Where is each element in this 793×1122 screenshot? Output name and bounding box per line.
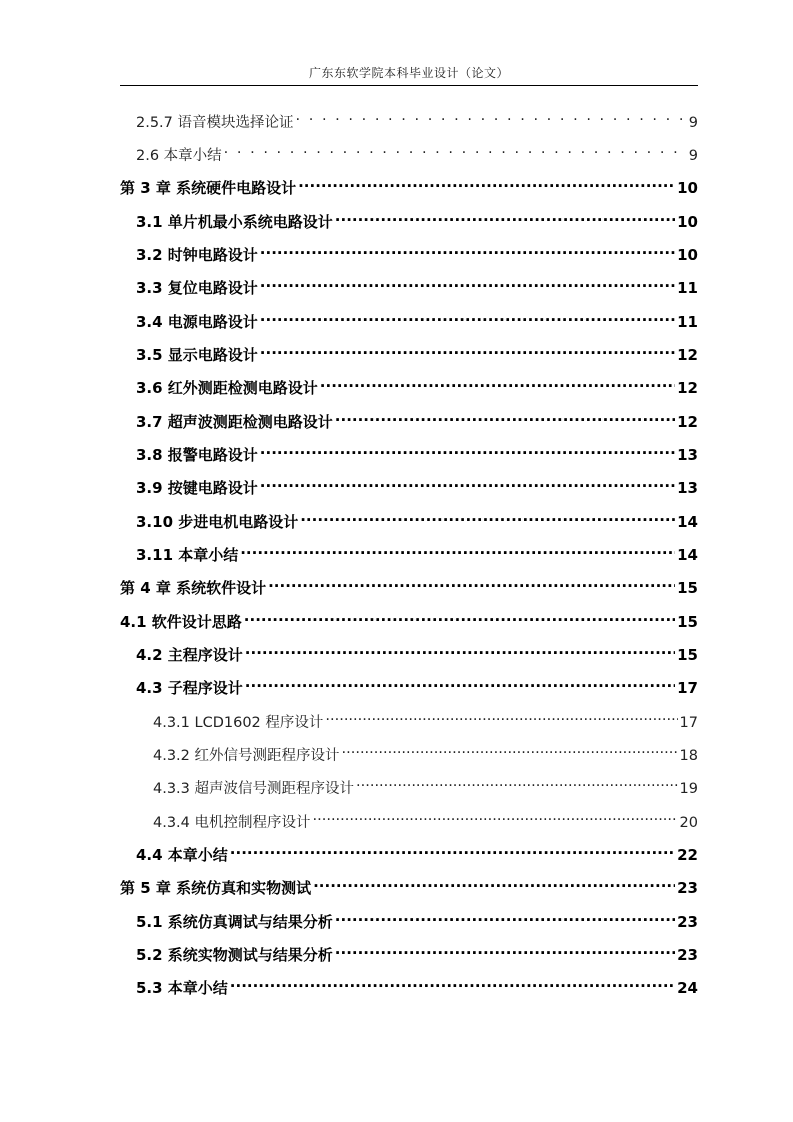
toc-entry-page: 9 xyxy=(688,115,698,131)
toc-entry[interactable] xyxy=(136,238,698,264)
toc-entry-page: 14 xyxy=(677,513,698,531)
toc-entry-label: 5.3 本章小结 xyxy=(136,979,228,997)
toc-entry-page: 15 xyxy=(677,646,698,664)
toc-entry-label: 4.3.1 LCD1602 程序设计 xyxy=(153,715,324,731)
toc-entry-page: 24 xyxy=(677,979,698,997)
toc-entry[interactable] xyxy=(136,371,698,397)
toc-entry[interactable] xyxy=(136,671,698,697)
toc-entry-page: 15 xyxy=(677,613,698,631)
toc-entry-label: 3.3 复位电路设计 xyxy=(136,279,258,297)
toc-leader-dots xyxy=(335,938,675,960)
toc-leader-dots xyxy=(268,571,675,593)
toc-entry-label: 3.4 电源电路设计 xyxy=(136,313,258,331)
toc-entry-page: 23 xyxy=(677,946,698,964)
toc-leader-dots xyxy=(244,605,675,627)
toc-entry-page: 14 xyxy=(677,546,698,564)
toc-leader-dots xyxy=(335,905,675,927)
toc-entry[interactable] xyxy=(136,105,698,131)
toc-entry-label: 3.10 步进电机电路设计 xyxy=(136,513,299,531)
toc-entry-page: 9 xyxy=(688,148,698,164)
toc-entry-page: 12 xyxy=(677,379,698,397)
toc-leader-dots xyxy=(356,771,678,793)
toc-entry-page: 12 xyxy=(677,346,698,364)
toc-entry-page: 11 xyxy=(677,313,698,331)
toc-entry-label: 3.2 时钟电路设计 xyxy=(136,246,258,264)
toc-entry-page: 13 xyxy=(677,446,698,464)
toc-leader-dots xyxy=(298,171,675,193)
toc-subentry[interactable] xyxy=(153,738,698,764)
toc-entry[interactable] xyxy=(136,505,698,531)
toc-subentry[interactable] xyxy=(153,805,698,831)
toc-entry[interactable] xyxy=(136,405,698,431)
toc-entry-page: 13 xyxy=(677,479,698,497)
toc-entry-label: 2.5.7 语音模块选择论证 xyxy=(136,115,294,131)
toc-entry-page: 17 xyxy=(677,679,698,697)
toc-entry[interactable] xyxy=(136,938,698,964)
toc-entry-label: 4.3.4 电机控制程序设计 xyxy=(153,815,311,831)
toc-entry-page: 20 xyxy=(679,815,698,831)
toc-leader-dots xyxy=(260,271,675,293)
toc-entry-page: 10 xyxy=(677,246,698,264)
toc-leader-dots xyxy=(342,738,678,760)
toc-entry-label: 4.3 子程序设计 xyxy=(136,679,243,697)
toc-leader-dots xyxy=(230,838,675,860)
toc-leader-dots xyxy=(260,338,675,360)
toc-leader-dots xyxy=(245,671,675,693)
toc-entry-page: 10 xyxy=(677,179,698,197)
toc-entry-label: 3.8 报警电路设计 xyxy=(136,446,258,464)
toc-entry-label: 3.6 红外测距检测电路设计 xyxy=(136,379,318,397)
toc-leader-dots xyxy=(245,638,675,660)
toc-leader-dots xyxy=(325,705,677,727)
toc-entry[interactable] xyxy=(136,305,698,331)
toc-entry[interactable] xyxy=(136,205,698,231)
toc-entry-label: 3.11 本章小结 xyxy=(136,546,239,564)
toc-entry-label: 第 3 章 系统硬件电路设计 xyxy=(120,179,297,197)
toc-entry[interactable] xyxy=(136,271,698,297)
toc-chapter-entry[interactable] xyxy=(120,871,698,897)
toc-entry[interactable] xyxy=(136,971,698,997)
toc-entry-page: 12 xyxy=(677,413,698,431)
toc-leader-dots xyxy=(320,371,675,393)
toc-entry-page: 22 xyxy=(677,846,698,864)
toc-leader-dots xyxy=(260,238,675,260)
toc-leader-dots xyxy=(230,971,675,993)
toc-leader-dots xyxy=(335,205,675,227)
toc-leader-dots xyxy=(240,538,675,560)
toc-leader-dots xyxy=(313,805,678,827)
toc-entry[interactable] xyxy=(120,605,698,631)
toc-entry-label: 2.6 本章小结 xyxy=(136,148,222,164)
toc-leader-dots xyxy=(300,505,675,527)
toc-entry-label: 5.1 系统仿真调试与结果分析 xyxy=(136,913,333,931)
toc-entry[interactable] xyxy=(136,471,698,497)
toc-entry-label: 第 5 章 系统仿真和实物测试 xyxy=(120,879,312,897)
toc-subentry[interactable] xyxy=(153,705,698,731)
toc-entry-label: 3.1 单片机最小系统电路设计 xyxy=(136,213,333,231)
toc-entry-page: 17 xyxy=(679,715,698,731)
toc-entry-label: 4.3.2 红外信号测距程序设计 xyxy=(153,748,340,764)
toc-leader-dots xyxy=(335,405,675,427)
toc-leader-dots xyxy=(260,305,675,327)
toc-entry-label: 4.1 软件设计思路 xyxy=(120,613,242,631)
toc-leader-dots xyxy=(224,138,687,160)
toc-entry-label: 4.4 本章小结 xyxy=(136,846,228,864)
toc-entry[interactable] xyxy=(136,138,698,164)
toc-entry-label: 第 4 章 系统软件设计 xyxy=(120,579,267,597)
toc-entry-page: 23 xyxy=(677,913,698,931)
toc-entry-page: 19 xyxy=(679,781,698,797)
toc-leader-dots xyxy=(260,471,675,493)
toc-entry[interactable] xyxy=(136,838,698,864)
toc-entry-label: 3.9 按键电路设计 xyxy=(136,479,258,497)
toc-entry-page: 18 xyxy=(679,748,698,764)
toc-leader-dots xyxy=(313,871,675,893)
toc-chapter-entry[interactable] xyxy=(120,171,698,197)
toc-entry-label: 3.5 显示电路设计 xyxy=(136,346,258,364)
page-header: 广东东软学院本科毕业设计（论文） xyxy=(308,66,509,80)
toc-entry-label: 4.2 主程序设计 xyxy=(136,646,243,664)
toc-chapter-entry[interactable] xyxy=(120,571,698,597)
toc-entry-page: 23 xyxy=(677,879,698,897)
toc-entry[interactable] xyxy=(136,905,698,931)
toc-entry[interactable] xyxy=(136,338,698,364)
toc-entry-label: 4.3.3 超声波信号测距程序设计 xyxy=(153,781,355,797)
toc-leader-dots xyxy=(296,105,687,127)
toc-entry-page: 15 xyxy=(677,579,698,597)
toc-entry-label: 5.2 系统实物测试与结果分析 xyxy=(136,946,333,964)
toc-entry-label: 3.7 超声波测距检测电路设计 xyxy=(136,413,333,431)
toc-leader-dots xyxy=(260,438,675,460)
toc-entry-page: 11 xyxy=(677,279,698,297)
toc-entry[interactable] xyxy=(136,638,698,664)
toc-entry[interactable] xyxy=(136,438,698,464)
toc-entry-page: 10 xyxy=(677,213,698,231)
toc-subentry[interactable] xyxy=(153,771,698,797)
toc-entry[interactable] xyxy=(136,538,698,564)
